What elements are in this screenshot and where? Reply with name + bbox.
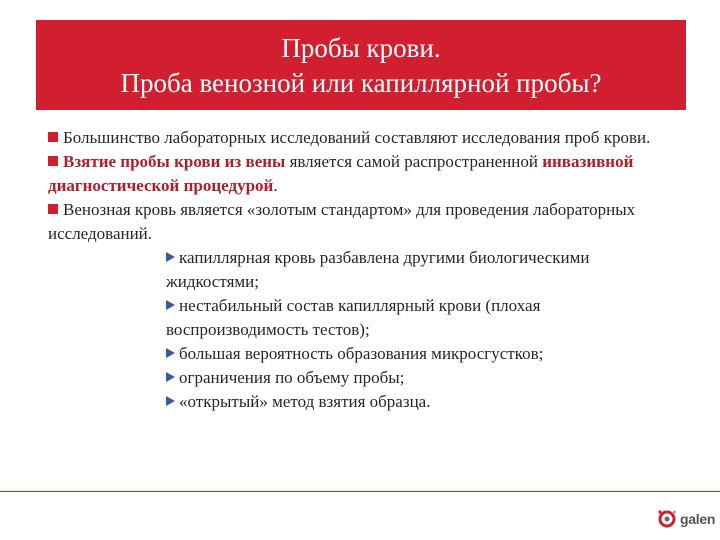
- square-bullet-icon: [48, 204, 58, 214]
- logo-text: galen: [680, 511, 716, 527]
- title-banner: [36, 20, 686, 110]
- bullet-item: [48, 126, 688, 150]
- sub-bullet-item: [166, 366, 676, 390]
- bullet-item: [48, 150, 688, 198]
- sub-bullet-text: ограничения по объему пробы;: [179, 368, 405, 387]
- sub-bullet-item: [166, 390, 676, 414]
- bullet-text: Большинство лабораторных исследований составляют исследования проб крови.: [63, 128, 651, 147]
- bullet-item: [48, 198, 688, 246]
- galen-logo-icon: [656, 508, 678, 530]
- triangle-bullet-icon: [166, 372, 175, 382]
- galen-logo: [656, 506, 715, 532]
- bullet-emphasis: инвазивной диагностической процедурой: [48, 152, 634, 195]
- sub-bullet-item: [166, 342, 676, 366]
- slide-title-line-2: Проба венозной или капиллярной пробы?: [120, 68, 602, 98]
- triangle-bullet-icon: [166, 396, 175, 406]
- sub-bullet-text: нестабильный состав капиллярный крови (плохая воспроизводимость тестов);: [166, 296, 541, 339]
- bullet-text: является самой распространенной: [285, 152, 543, 171]
- sub-bullet-text: капиллярная кровь разбавлена другими биологическими жидкостями;: [166, 248, 590, 291]
- triangle-bullet-icon: [166, 348, 175, 358]
- square-bullet-icon: [48, 156, 58, 166]
- bullet-text: .: [273, 176, 278, 195]
- bullet-emphasis: Взятие пробы крови из вены: [63, 152, 286, 171]
- triangle-bullet-icon: [166, 300, 175, 310]
- slide-title-line-1: Пробы крови.: [281, 33, 441, 63]
- footer-divider: [0, 491, 720, 492]
- sub-bullet-text: «открытый» метод взятия образца.: [179, 392, 431, 411]
- sub-bullet-item: [166, 246, 676, 294]
- square-bullet-icon: [48, 132, 58, 142]
- sub-bullet-text: большая вероятность образования микросгустков;: [179, 344, 544, 363]
- triangle-bullet-icon: [166, 252, 175, 262]
- sub-bullet-item: [166, 294, 676, 342]
- bullet-text: Венозная кровь является «золотым стандартом» для проведения лабораторных исследований.: [48, 200, 636, 243]
- slide-content: [48, 126, 688, 414]
